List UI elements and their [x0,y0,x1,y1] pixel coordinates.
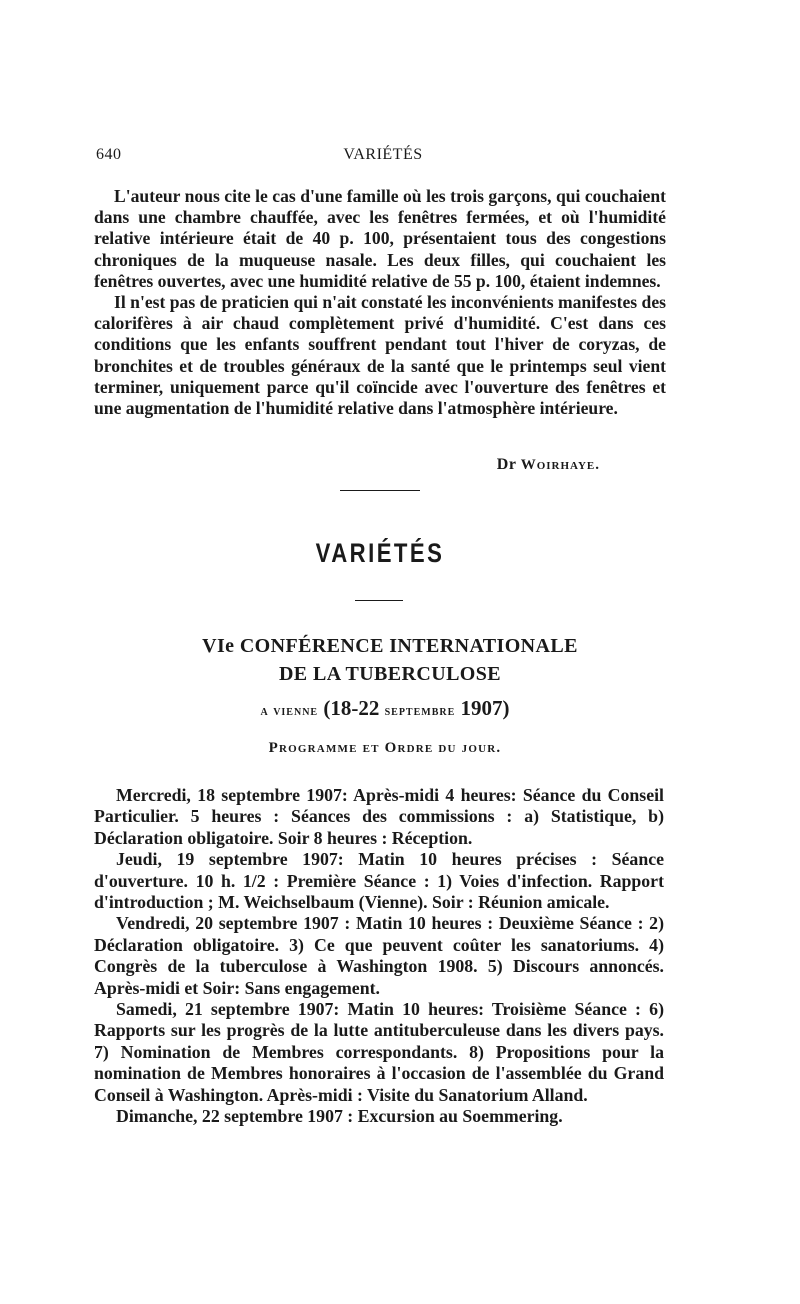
subtitle-dates-close: 1907) [460,696,510,720]
programme-day: Mercredi, 18 septembre 1907: Après-midi 4 heures: Séance du Conseil Particulier. 5 heures : Séances des commissions : a) Statistique, b) Déclaration obligatoire. Soir 8 heures : Réception. [94,785,664,848]
programme-day: Jeudi, 19 septembre 1907: Matin 10 heures précises : Séance d'ouverture. 10 h. 1/2 : Première Séance : 1) Voies d'infection. Rapport d'introduction ; M. Weichselbaum (Vienne). Soir : Réunion amicale. [94,849,664,913]
running-head [88,146,678,168]
programme-heading: Programme et Ordre du jour. [268,740,502,756]
review-text [94,186,666,419]
subtitle-location: a vienne [260,704,319,719]
title-divider [355,600,403,601]
section-title: VARIÉTÉS [315,538,445,568]
conference-subtitle [0,696,770,721]
programme-day: Dimanche, 22 septembre 1907 : Excursion au Soemmering. [116,1106,563,1127]
conference-title [0,632,780,688]
review-paragraph-1: L'auteur nous cite le cas d'une famille où les trois garçons, qui couchaient dans une chambre chauffée, avec les fenêtres fermées, et où l'humidité relative intérieure était de 40 p. 100, présentaient tous des congestions chroniques de la muqueuse nasale. Les deux filles, qui couchaient les fenêtres ouvertes, avec une humidité relative de 55 p. 100, étaient indemnes. [94,186,666,291]
signature-name: Woirhaye. [520,457,600,473]
conference-title-line-1: VIe CONFÉRENCE INTERNATIONALE [202,635,578,657]
programme-day: Samedi, 21 septembre 1907: Matin 10 heures: Troisième Séance : 6) Rapports sur les progrès de la lutte antituberculeuse dans les divers pays. 7) Nomination de Membres correspondants. 8) Propositions pour la nomination de Membres honoraires à l'occasion de l'assemblée du Grand Conseil à Washington. Après-midi : Visite du Sanatorium Alland. [94,999,664,1105]
running-title: VARIÉTÉS [343,146,423,163]
subtitle-dates-open: (18-22 [323,696,380,720]
conference-title-line-2: DE LA TUBERCULOSE [278,663,502,685]
author-signature [497,456,600,474]
signature-title: Dr [496,456,517,473]
review-paragraph-2: Il n'est pas de praticien qui n'ait constaté les inconvénients manifestes des calorifères à air chaud complètement privé d'humidité. C'est dans ces conditions que les enfants souffrent pendant tout l'hiver de coryzas, de bronchites et de troubles généraux de la santé que le printemps seul vient terminer, uniquement parce qu'il coïncide avec l'ouverture des fenêtres et une augmentation de l'humidité relative dans l'atmosphère intérieure. [94,292,666,419]
programme-day: Vendredi, 20 septembre 1907 : Matin 10 heures : Deuxième Séance : 2) Déclaration obligatoire. 3) Ce que peuvent coûter les sanatoriums. 4) Congrès de la tuberculose à Washington 1908. 5) Discours annoncés. Après-midi et Soir: Sans engagement. [94,913,664,998]
section-divider [340,490,420,491]
subtitle-month: septembre [384,704,456,719]
page-number: 640 [96,146,122,163]
programme-list [94,785,664,1128]
